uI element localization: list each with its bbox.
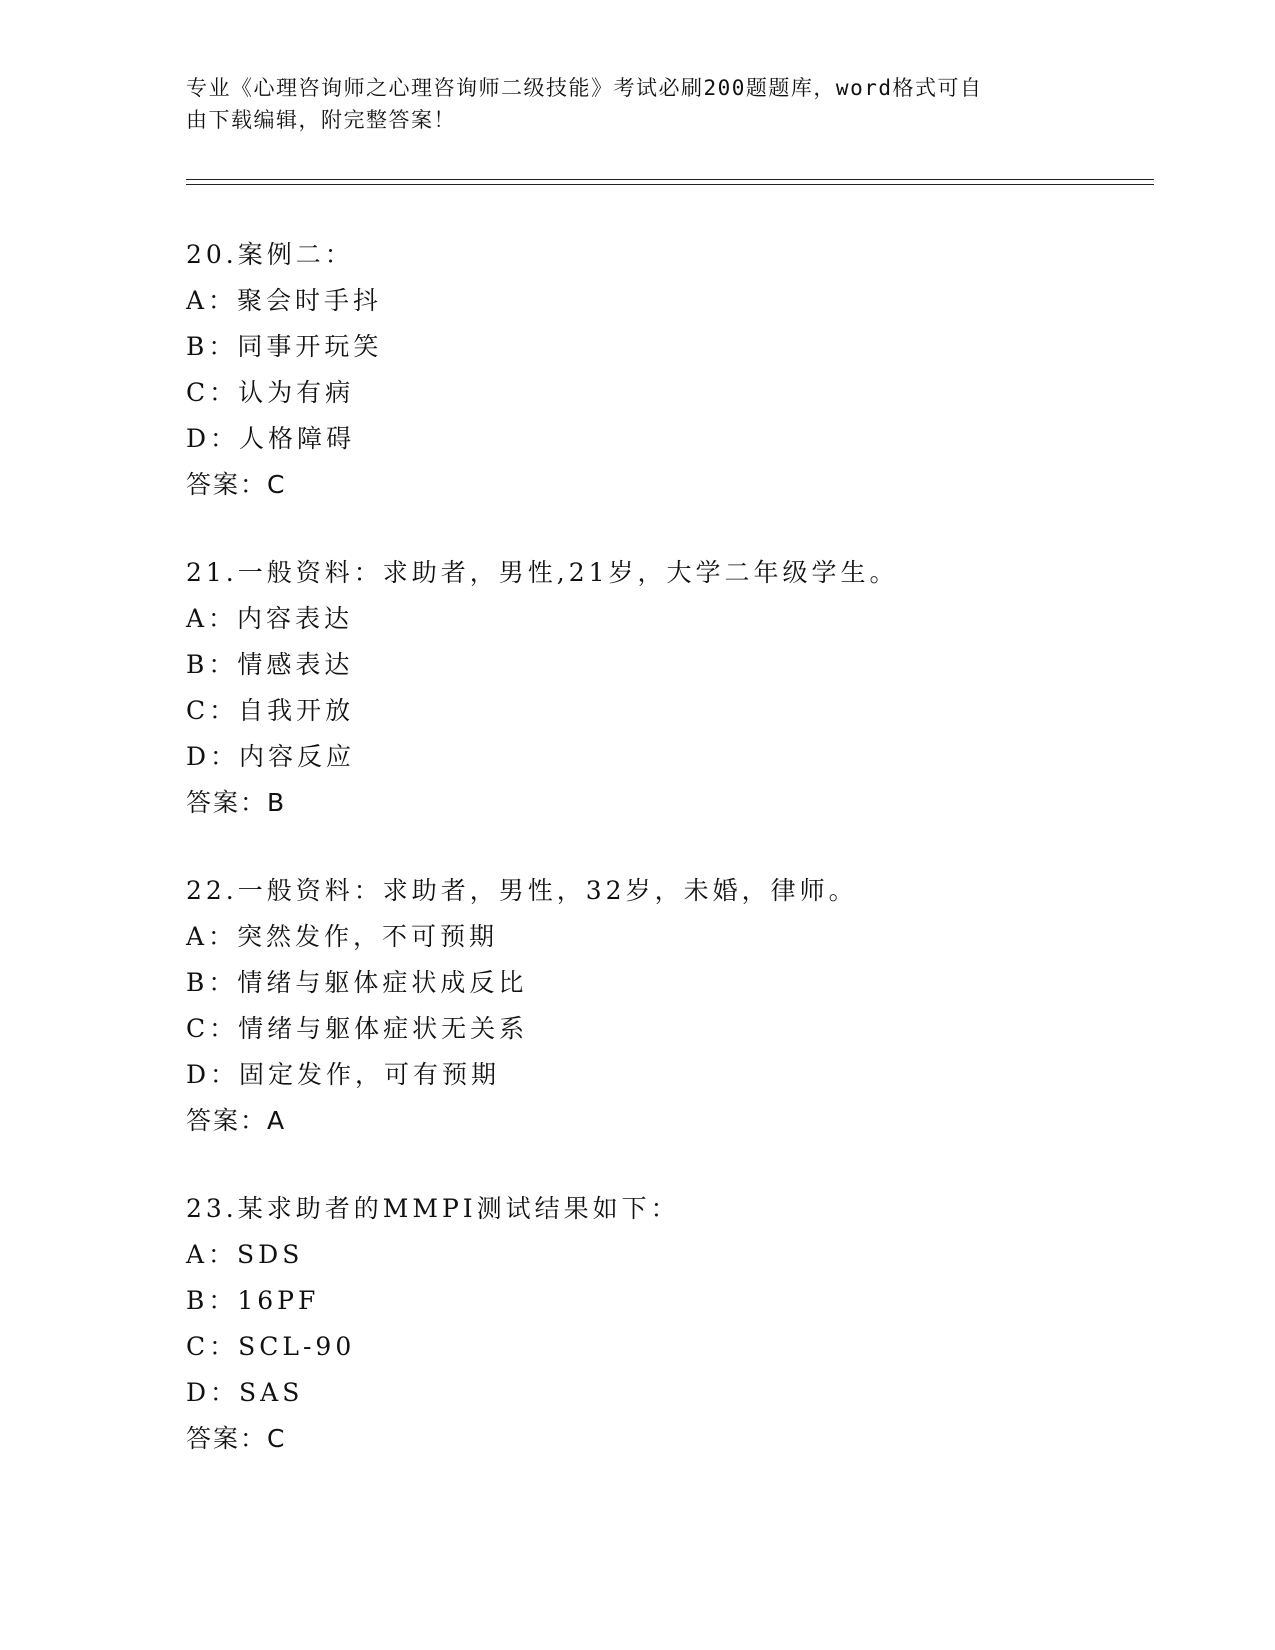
answer-line: 答案：A (186, 1106, 287, 1135)
question-block (186, 1186, 680, 1462)
option-b: B：16PF (186, 1286, 320, 1315)
question-title: 23.某求助者的MMPI测试结果如下： (186, 1194, 680, 1223)
question-title: 21.一般资料：求助者，男性,21岁，大学二年级学生。 (186, 558, 899, 587)
option-c: C：自我开放 (186, 696, 355, 725)
option-c: C：SCL-90 (186, 1332, 356, 1361)
header-line-1: 专业《心理咨询师之心理咨询师二级技能》考试必刷200题题库，word格式可自 (186, 76, 983, 100)
option-d: D：内容反应 (186, 742, 356, 771)
option-d: D：固定发作，可有预期 (186, 1060, 501, 1089)
answer-line: 答案：B (186, 788, 287, 817)
document-header (186, 72, 1066, 136)
option-c: C：认为有病 (186, 378, 355, 407)
option-b: B：同事开玩笑 (186, 332, 383, 361)
header-line-2: 由下载编辑，附完整答案！ (186, 108, 456, 132)
question-block (186, 550, 899, 826)
question-block (186, 868, 858, 1144)
option-d: D：SAS (186, 1378, 304, 1407)
option-a: A：内容表达 (186, 604, 354, 633)
option-b: B：情绪与躯体症状成反比 (186, 968, 528, 997)
header-divider (186, 179, 1154, 180)
question-title: 20.案例二： (186, 240, 354, 269)
header-divider (186, 184, 1154, 185)
option-a: A：突然发作，不可预期 (186, 922, 499, 951)
option-c: C：情绪与躯体症状无关系 (186, 1014, 529, 1043)
option-b: B：情感表达 (186, 650, 354, 679)
answer-line: 答案：C (186, 470, 287, 499)
option-a: A：SDS (186, 1240, 304, 1269)
question-title: 22.一般资料：求助者，男性，32岁，未婚，律师。 (186, 876, 858, 905)
option-a: A：聚会时手抖 (186, 286, 383, 315)
option-d: D：人格障碍 (186, 424, 356, 453)
answer-line: 答案：C (186, 1424, 287, 1453)
question-block (186, 232, 382, 508)
